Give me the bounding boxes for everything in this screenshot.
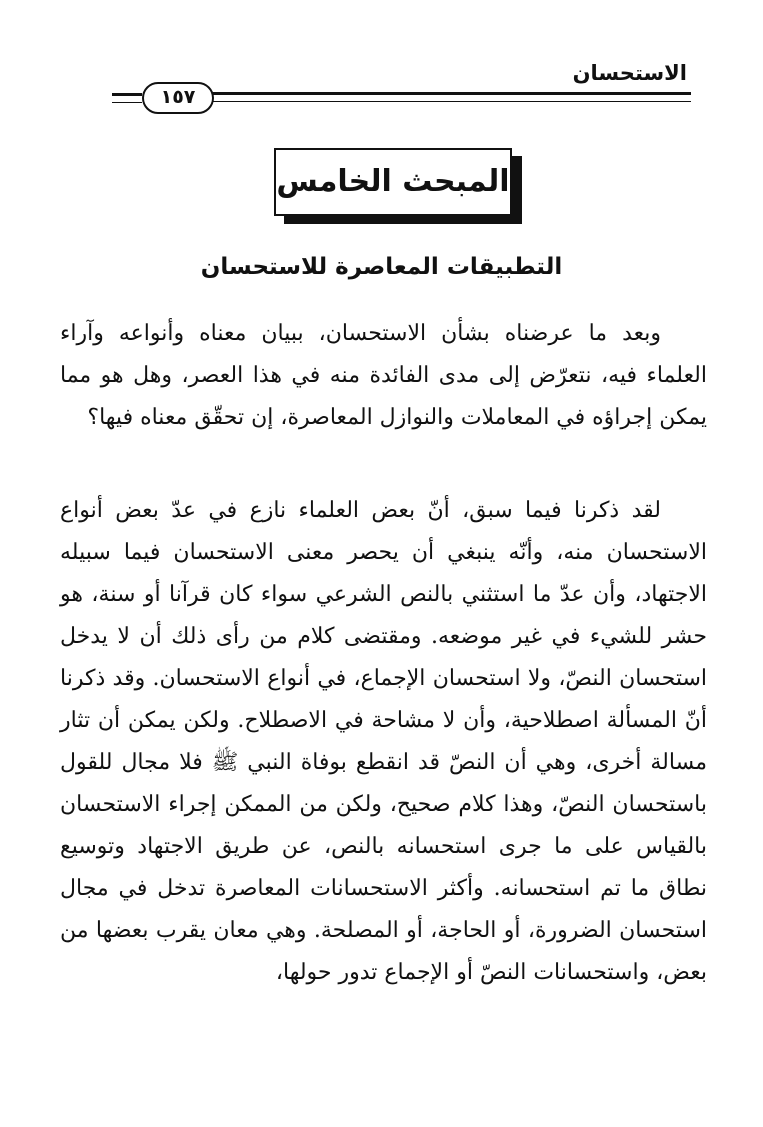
running-title: الاستحسان: [572, 61, 687, 85]
header-rule-short: [112, 93, 142, 103]
paragraph-block-2: [60, 490, 707, 994]
page-number: ١٥٧: [142, 82, 214, 114]
paragraph: وبعد ما عرضناه بشأن الاستحسان، ببيان معناه وأنواعه وآراء العلماء فيه، نتعرّض إلى مدى الفائدة منه في هذا العصر، وهل هو مما يمكن إجراؤه في المعاملات والنوازل المعاصرة، إن تحقّق معناه فيها؟: [60, 321, 707, 430]
section-subtitle: التطبيقات المعاصرة للاستحسان: [200, 254, 563, 280]
paragraph-block-1: [60, 313, 707, 439]
section-heading: المبحث الخامس: [274, 148, 512, 216]
paragraph: لقد ذكرنا فيما سبق، أنّ بعض العلماء نازع في عدّ بعض أنواع الاستحسان منه، وأنّه ينبغي أن يحصر معنى الاستحسان فيما سبيله الاجتهاد، وأن عدّ ما استثني بالنص الشرعي سواء كان قرآنا أو سنة، هو حشر للشيء في غير موضعه. ومقتضى كلام من رأى ذلك أن لا يدخل استحسان النصّ، ولا استحسان الإجماع، في أنواع الاستحسان. وقد ذكرنا أنّ المسألة اصطلاحية، وأن لا مشاحة في الاصطلاح. ولكن يمكن أن تثار مسالة أخرى، وهي أن النصّ قد انقطع بوفاة النبي ﷺ فلا مجال للقول باستحسان النصّ، وهذا كلام صحيح، ولكن من الممكن إجراء الاستحسان بالقياس على ما جرى استحسانه بالنص، عن طريق الاجتهاد وتوسيع نطاق ما تم استحسانه. وأكثر الاستحسانات المعاصرة تدخل في مجال استحسان الضرورة، أو الحاجة، أو المصلحة. وهي معان يقرب بعضها من بعض، واستحسانات النصّ أو الإجماع تدور حولها،: [60, 498, 707, 985]
header-rule: [213, 92, 691, 102]
